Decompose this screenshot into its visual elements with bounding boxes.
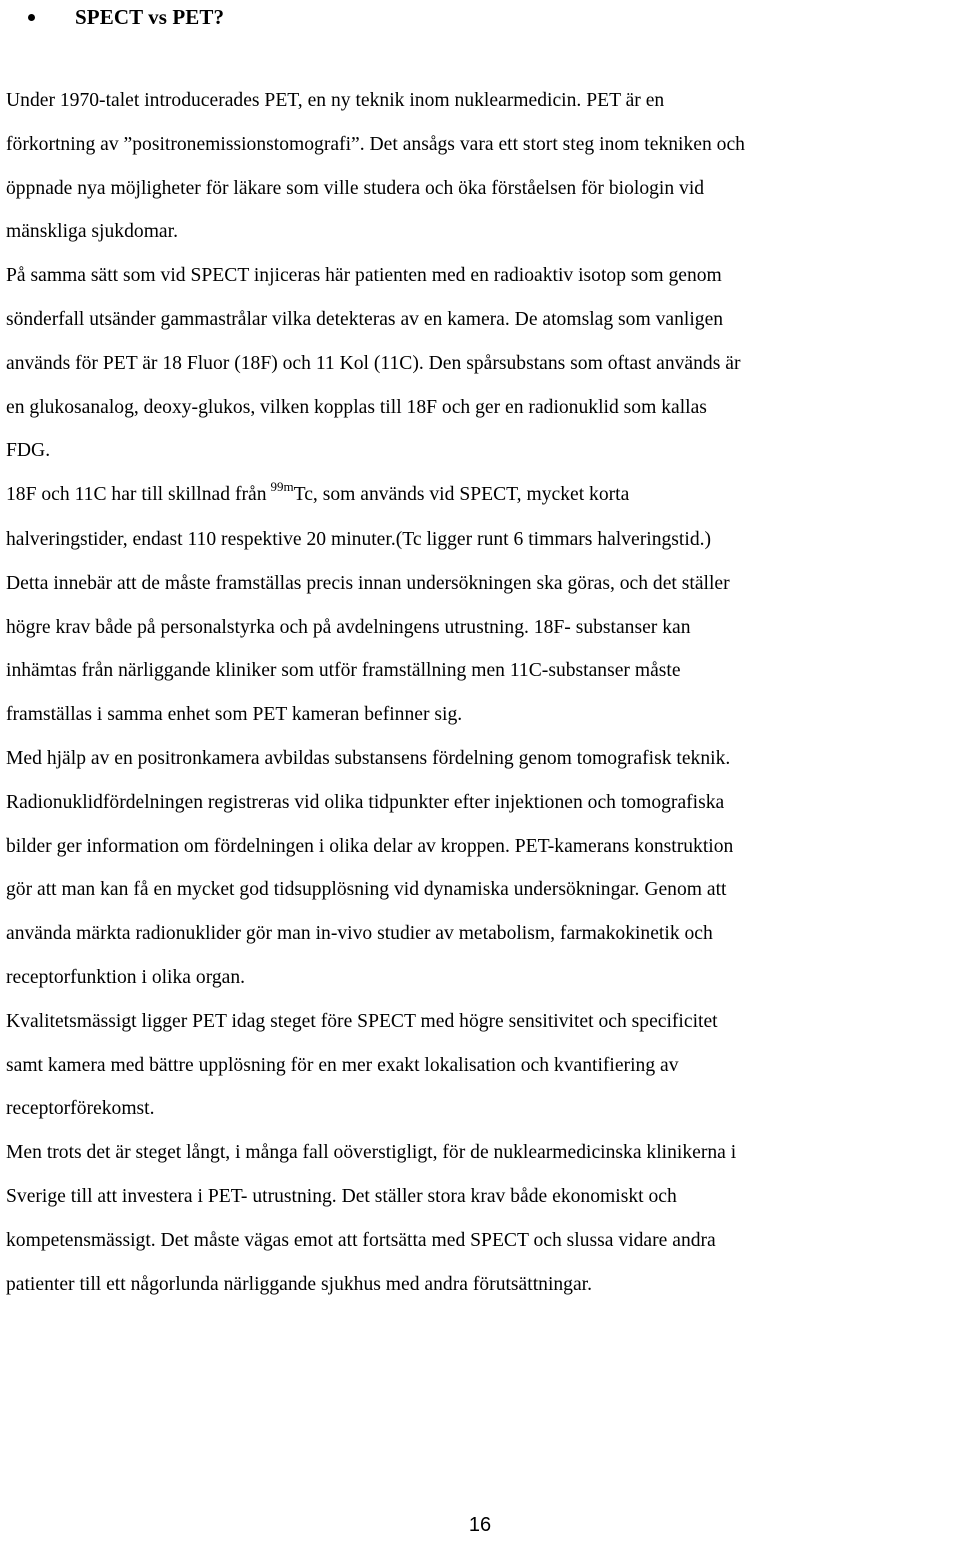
text-line: använda märkta radionuklider gör man in-vivo studier av metabolism, farmakokinetik och [6, 923, 713, 945]
text-line: Sverige till att investera i PET- utrustning. Det ställer stora krav både ekonomiskt och [6, 1185, 677, 1207]
paragraph-intro [6, 79, 958, 254]
paragraph-conclusion [6, 1131, 958, 1306]
text-line: Kvalitetsmässigt ligger PET idag steget före SPECT med högre sensitivitet och specificitet [6, 1010, 718, 1032]
text-line: bilder ger information om fördelningen i olika delar av kroppen. PET-kamerans konstruktion [6, 835, 734, 857]
paragraph-method [6, 254, 958, 473]
text-line: Radionuklidfördelningen registreras vid olika tidpunkter efter injektionen och tomografiska [6, 791, 725, 813]
text-line: högre krav både på personalstyrka och på avdelningens utrustning. 18F- substanser kan [6, 616, 691, 638]
text-line: kompetensmässigt. Det måste vägas emot att fortsätta med SPECT och slussa vidare andra [6, 1229, 716, 1251]
text-line: sönderfall utsänder gammastrålar vilka detekteras av en kamera. De atomslag som vanligen [6, 308, 724, 330]
text-line: Med hjälp av en positronkamera avbildas substansens fördelning genom tomografisk teknik. [6, 747, 731, 769]
text-line: receptorfunktion i olika organ. [6, 966, 246, 988]
text-line: en glukosanalog, deoxy-glukos, vilken kopplas till 18F och ger en radionuklid som kallas [6, 396, 707, 418]
isotope-superscript: 99m [270, 479, 294, 495]
text-line: halveringstider, endast 110 respektive 20 minuter.(Tc ligger runt 6 timmars halveringstid.) [6, 528, 712, 550]
text-line: samt kamera med bättre upplösning för en mer exakt lokalisation och kvantifiering av [6, 1054, 679, 1076]
text-line: FDG. [6, 440, 51, 462]
paragraph-quality [6, 1000, 958, 1131]
text-line: inhämtas från närliggande kliniker som utför framställning men 11C-substanser måste [6, 660, 681, 682]
bullet-icon [28, 14, 35, 21]
heading-title: SPECT vs PET? [75, 4, 225, 29]
text-line: Men trots det är steget långt, i många fall oöverstigligt, för de nuklearmedicinska klinikerna i [6, 1142, 737, 1164]
text-line: gör att man kan få en mycket god tidsupplösning vid dynamiska undersökningar. Genom att [6, 879, 727, 901]
text-line: mänskliga sjukdomar. [6, 221, 178, 243]
page-number: 16 [468, 1514, 492, 1536]
text-line: används för PET är 18 Fluor (18F) och 11 Kol (11C). Den spårsubstans som oftast används är [6, 352, 741, 374]
text-line: öppnade nya möjligheter för läkare som ville studera och öka förståelsen för biologin vid [6, 177, 705, 199]
isotope-line-before: 18F och 11C har till skillnad från [6, 484, 267, 506]
text-line: Under 1970-talet introducerades PET, en ny teknik inom nuklearmedicin. PET är en [6, 90, 665, 111]
paragraph-halflife [6, 473, 958, 737]
text-line: förkortning av ”positronemissionstomografi”. Det ansågs vara ett stort steg inom tekniken och [6, 133, 745, 155]
isotope-line-after: Tc, som används vid SPECT, mycket korta [293, 484, 630, 506]
text-line: framställas i samma enhet som PET kameran befinner sig. [6, 704, 463, 726]
section-heading [28, 0, 224, 34]
isotope-line [6, 473, 958, 518]
text-line: Detta innebär att de måste framställas precis innan undersökningen ska göras, och det ställer [6, 572, 730, 594]
paragraph-camera [6, 737, 958, 1000]
text-line: På samma sätt som vid SPECT injiceras här patienten med en radioaktiv isotop som genom [6, 265, 722, 287]
text-line: receptorförekomst. [6, 1098, 155, 1120]
text-line: patienter till ett någorlunda närliggande sjukhus med andra förutsättningar. [6, 1273, 593, 1295]
body-text [6, 79, 958, 1306]
